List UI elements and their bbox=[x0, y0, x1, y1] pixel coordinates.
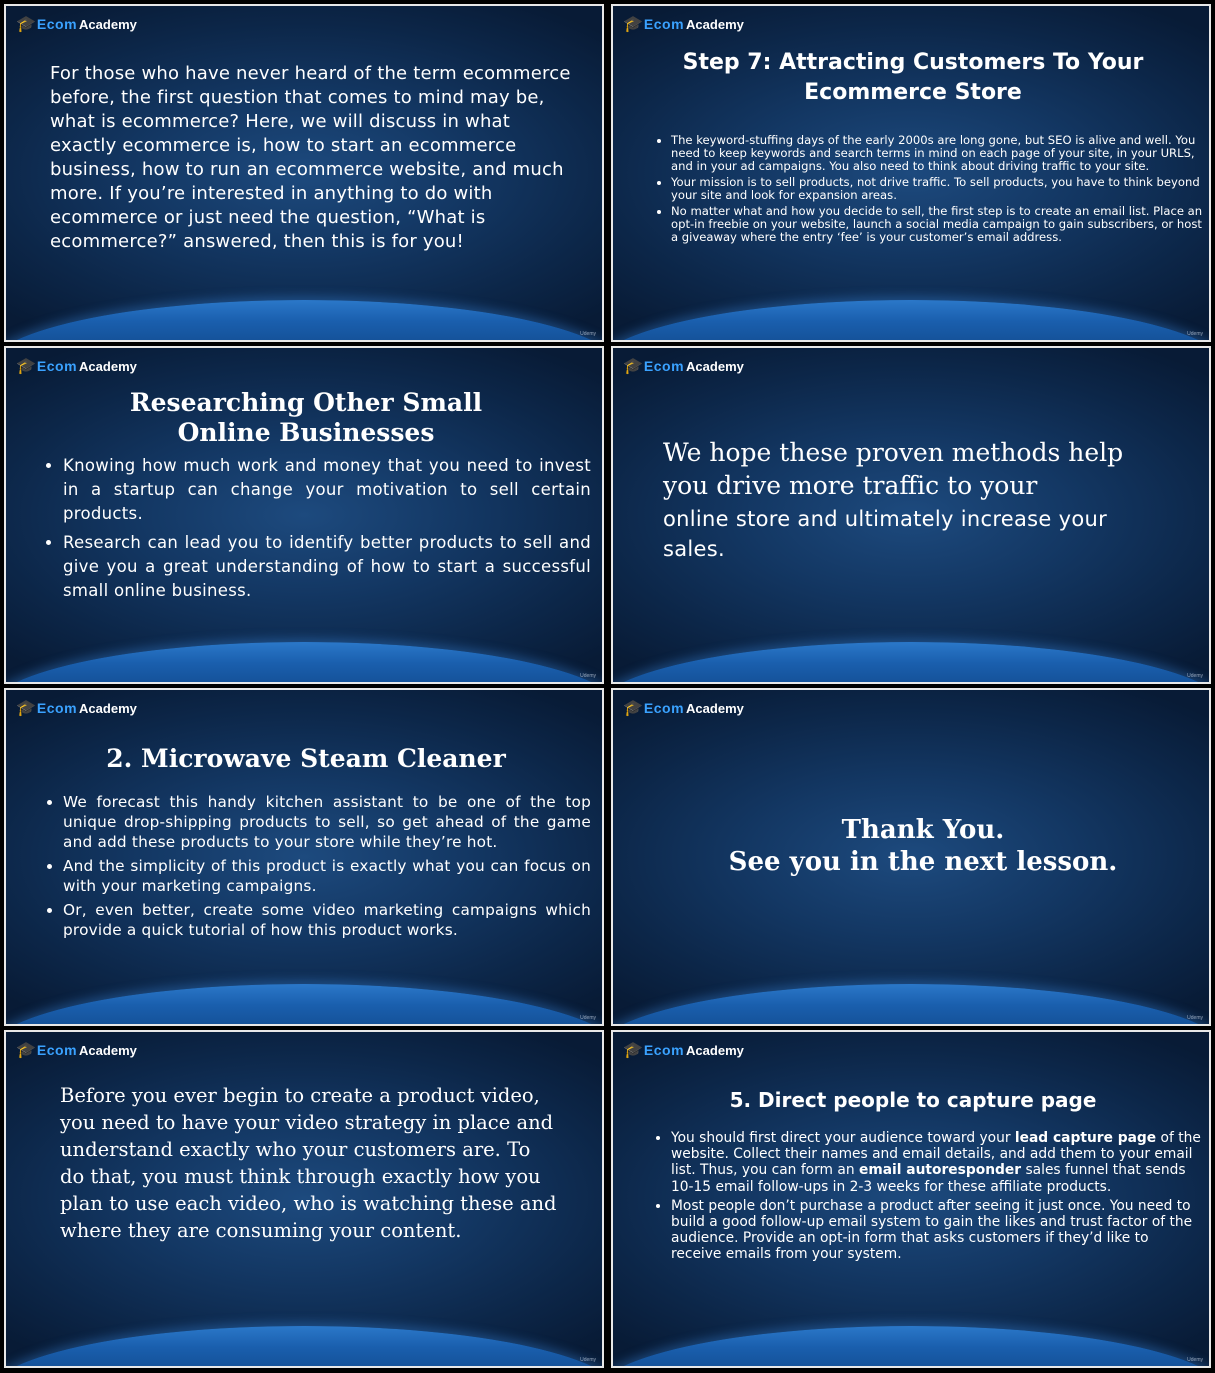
slide-1[interactable] bbox=[4, 4, 604, 342]
ecom-academy-logo bbox=[16, 356, 137, 376]
slide-bullets bbox=[41, 454, 591, 603]
slide-6[interactable] bbox=[611, 688, 1211, 1026]
bullet-text: You should first direct your audience toward your bbox=[671, 1130, 1015, 1146]
udemy-credit: Udemy bbox=[1187, 673, 1203, 679]
slide-5[interactable] bbox=[4, 688, 604, 1026]
slide-paragraph: Before you ever begin to create a product video, you need to have your video strategy in place and understand exactly who your customers are. To do that, you must think through exactly how you plan to use each video, who is watching these and where they are consuming your content. bbox=[60, 1084, 557, 1242]
graduation-cap-icon: 🎓 bbox=[623, 358, 643, 375]
logo-academy-text: Academy bbox=[79, 16, 137, 32]
slide-bullets bbox=[649, 1130, 1203, 1263]
graduation-cap-icon: 🎓 bbox=[623, 700, 643, 717]
slide-title: Step 7: Attracting Customers To Your Ecommerce Store bbox=[682, 50, 1144, 105]
ecom-academy-logo bbox=[16, 1040, 137, 1060]
udemy-credit: Udemy bbox=[580, 1015, 596, 1021]
bullet-item: • Research can lead you to identify better products to sell and give you a great understanding of how to start a successful small online business. bbox=[63, 531, 591, 603]
graduation-cap-icon: 🎓 bbox=[623, 16, 643, 33]
slide-title: 2. Microwave Steam Cleaner bbox=[106, 744, 506, 773]
bullet-item: • We forecast this handy kitchen assistant to be one of the top unique drop-shipping products to sell, so get ahead of the game and add these products to your store while they’re hot. bbox=[63, 792, 591, 852]
slide-swoosh bbox=[4, 984, 604, 1026]
bullet-item: • And the simplicity of this product is exactly what you can focus on with your marketing campaigns. bbox=[63, 856, 591, 896]
logo-ecom-text: Ecom bbox=[643, 16, 685, 32]
logo-ecom-text: Ecom bbox=[36, 1042, 78, 1058]
logo-ecom-text: Ecom bbox=[643, 1042, 685, 1058]
slide-bullets bbox=[41, 792, 591, 940]
graduation-cap-icon: 🎓 bbox=[16, 16, 36, 33]
slide-7[interactable] bbox=[4, 1030, 604, 1368]
lead-capture-page-emphasis: lead capture page bbox=[1014, 1130, 1157, 1146]
graduation-cap-icon: 🎓 bbox=[623, 1042, 643, 1059]
slide-grid bbox=[4, 4, 1211, 1369]
ecom-academy-logo bbox=[16, 698, 137, 718]
slide-bullets bbox=[649, 134, 1203, 244]
thank-you-heading: Thank You. bbox=[841, 815, 1005, 845]
slide-swoosh bbox=[611, 1326, 1211, 1368]
ecom-academy-logo bbox=[623, 698, 744, 718]
bullet-item bbox=[671, 1130, 1203, 1195]
udemy-credit: Udemy bbox=[580, 1357, 596, 1363]
slide-3[interactable] bbox=[4, 346, 604, 684]
logo-academy-text: Academy bbox=[79, 358, 137, 374]
slide-swoosh bbox=[611, 300, 1211, 342]
bullet-item: • Most people don’t purchase a product after seeing it just once. You need to build a good follow-up email system to gain the likes and trust factor of the audience. Provide an opt-in form that asks customers if they’d like to receive emails from your system. bbox=[671, 1198, 1203, 1263]
slide-4[interactable] bbox=[611, 346, 1211, 684]
bullet-item: • Your mission is to sell products, not drive traffic. To sell products, you have to think beyond your site and look for expansion areas. bbox=[671, 176, 1203, 202]
graduation-cap-icon: 🎓 bbox=[16, 700, 36, 717]
udemy-credit: Udemy bbox=[580, 331, 596, 337]
slide-swoosh bbox=[611, 984, 1211, 1026]
bullet-text: sales funnel that sends 10-15 email follow-ups in 2-3 weeks for these affiliate products. bbox=[671, 1162, 1186, 1195]
slide-2[interactable] bbox=[611, 4, 1211, 342]
bullet-text: of the website. Collect their names and email details, and add them to your email list. Thus, you can form an bbox=[671, 1130, 1201, 1179]
graduation-cap-icon: 🎓 bbox=[16, 358, 36, 375]
slide-swoosh bbox=[4, 1326, 604, 1368]
logo-ecom-text: Ecom bbox=[643, 700, 685, 716]
slide-title: Researching Other Small Online Businesses bbox=[129, 388, 483, 447]
bullet-item: • The keyword-stuffing days of the early 2000s are long gone, but SEO is alive and well. You need to keep keywords and search terms in mind on each page of your site, in your URLS, and in your ad campaigns. You also need to think about driving traffic to your site. bbox=[671, 134, 1203, 173]
slide-swoosh bbox=[611, 642, 1211, 684]
udemy-credit: Udemy bbox=[1187, 1015, 1203, 1021]
logo-ecom-text: Ecom bbox=[36, 16, 78, 32]
slide-swoosh bbox=[4, 300, 604, 342]
slide-title: 5. Direct people to capture page bbox=[729, 1088, 1097, 1112]
udemy-credit: Udemy bbox=[580, 673, 596, 679]
ecom-academy-logo bbox=[623, 1040, 744, 1060]
udemy-credit: Udemy bbox=[1187, 1357, 1203, 1363]
logo-academy-text: Academy bbox=[686, 700, 744, 716]
logo-academy-text: Academy bbox=[686, 1042, 744, 1058]
bullet-item: • Knowing how much work and money that you need to invest in a startup can change your motivation to sell certain products. bbox=[63, 454, 591, 526]
closing-text-large: We hope these proven methods help you drive more traffic to your bbox=[663, 438, 1124, 500]
graduation-cap-icon: 🎓 bbox=[16, 1042, 36, 1059]
bullet-item: • Or, even better, create some video marketing campaigns which provide a quick tutorial of how this product works. bbox=[63, 900, 591, 940]
ecom-academy-logo bbox=[623, 356, 744, 376]
slide-paragraph: For those who have never heard of the term ecommerce before, the first question that comes to mind may be, what is ecommerce? Here, we will discuss in what exactly ecommerce is, how to start an ecommerce business, how to run an ecommerce website, and much more. If you’re interested in anything to do with ecommerce or just need the question, “What is ecommerce?” answered, then this is for you! bbox=[50, 63, 571, 252]
logo-ecom-text: Ecom bbox=[36, 700, 78, 716]
email-autoresponder-emphasis: email autoresponder bbox=[858, 1162, 1022, 1179]
udemy-credit: Udemy bbox=[1187, 331, 1203, 337]
slide-8[interactable] bbox=[611, 1030, 1211, 1368]
closing-text: online store and ultimately increase your sales. bbox=[663, 507, 1108, 561]
ecom-academy-logo bbox=[623, 14, 744, 34]
logo-ecom-text: Ecom bbox=[36, 358, 78, 374]
logo-ecom-text: Ecom bbox=[643, 358, 685, 374]
bullet-item: • No matter what and how you decide to sell, the first step is to create an email list. Place an opt-in freebie on your website, launch a social media campaign to gain subscribers, or host a giveaway where the entry ‘fee’ is your customer’s email address. bbox=[671, 205, 1203, 244]
logo-academy-text: Academy bbox=[79, 700, 137, 716]
next-lesson-heading: See you in the next lesson. bbox=[728, 847, 1118, 877]
logo-academy-text: Academy bbox=[686, 358, 744, 374]
logo-academy-text: Academy bbox=[686, 16, 744, 32]
ecom-academy-logo bbox=[16, 14, 137, 34]
slide-swoosh bbox=[4, 642, 604, 684]
logo-academy-text: Academy bbox=[79, 1042, 137, 1058]
